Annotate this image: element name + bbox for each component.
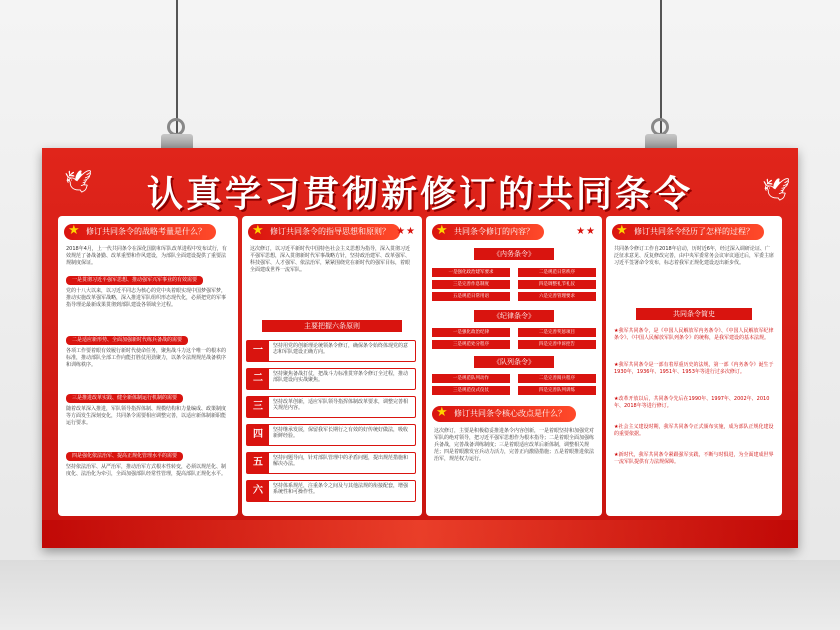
content-box: 五是规范日常用语	[432, 292, 510, 301]
history-item: ★我军共同条令是一部有着厚重历史的法规，第一部《内务条令》诞生于1930年，1936年、1951年、1953年等进行过多次修订。	[614, 362, 774, 375]
star-decoration-icon: ★★	[576, 226, 596, 237]
history-item: ★改革开放以后，共同条令先后在1990年、1997年、2002年、2010年、2018年等进行修订。	[614, 396, 770, 409]
group-title: 《队列条令》	[474, 356, 554, 368]
process-text: 共同条令修订工作自2018年启动，历时近6年，经过深入调研论证、广泛征求意见、反复修改完善，由中央军委常务会议审议通过后，军委主席习近平签署命令发布，标志着我军正规化建设迈出新步伐。	[614, 246, 775, 266]
content-box: 六是完善管理要求	[518, 292, 596, 301]
content-box: 四是完善申诉控告	[518, 340, 596, 349]
content-box: 三是规范处分程序	[432, 340, 510, 349]
history-item: ★我军共同条令，是《中国人民解放军内务条令》、《中国人民解放军纪律条令》、《中国人民解放军队列条令》的统称，是我军建设的基本法规。	[614, 328, 774, 341]
content-box: 四是调整礼节礼仪	[518, 280, 596, 289]
content-box: 二是完善奖惩项目	[518, 328, 596, 337]
star-icon: ★	[68, 223, 80, 238]
section-tag: 三是推进改革实践、健全新体制运行机制的需要	[66, 394, 183, 403]
dove-icon: 🕊	[762, 178, 790, 203]
star-icon: ★	[252, 223, 264, 238]
star-decoration-icon: ★★	[396, 226, 416, 237]
section-text: 各项工作要着眼有效履行新时代使命任务，聚焦战斗力这个唯一的根本的标准，推动部队全部工作向能打胜仗用劲聚力，以条令法规规范战备秩序和训练秩序。	[66, 348, 227, 368]
content-box: 三是规范仪式仪仗	[432, 386, 510, 395]
section-tag: 二是适应新形势、全面加强新时代练兵备战的需要	[66, 336, 188, 345]
star-icon: ★	[436, 223, 448, 238]
panel-revision-content	[426, 216, 602, 516]
star-icon: ★	[436, 405, 448, 420]
content-box: 二是完善阅兵程序	[518, 374, 596, 383]
panel-heading: ★ 修订共同条令的指导思想和原则？	[248, 224, 400, 240]
dove-icon: 🕊	[64, 170, 92, 195]
decorative-wave	[42, 520, 798, 548]
principle-item: 四 坚持继承发展，保留我军长期行之有效的好传统好做法，吸收新鲜经验。	[246, 424, 416, 446]
principle-item: 六 坚持体系规范，注重条令之间及与其他法规的衔接配套，增强系统性和可操作性。	[246, 480, 416, 502]
principle-item: 一 坚持用党的创新理论统领条令修订，确保条令始终体现党的意志和军队建设正确方向。	[246, 340, 416, 362]
group-title: 《纪律条令》	[474, 310, 554, 322]
content-box: 四是完善队列训练	[518, 386, 596, 395]
panel-guiding-principles	[242, 216, 422, 516]
panel-revision-process	[606, 216, 782, 516]
panel-heading: ★ 修订共同条令核心改点是什么？	[432, 406, 576, 422]
history-item: ★社会主义建设时期，我军共同条令正式颁布实施，成为部队正规化建设的重要依据。	[614, 424, 774, 437]
intro-text: 这次修订，以习近平新时代中国特色社会主义思想为指导，深入贯彻习近平强军思想，深入贯彻新时代军事战略方针，坚持政治建军、改革强军、科技强军、人才强军、依法治军，紧紧围绕党在新时代的强军目标，着眼全面建成世界一流军队。	[250, 246, 411, 273]
panel-heading: ★ 修订共同条令经历了怎样的过程？	[612, 224, 764, 240]
section-text: 坚持依法治军、从严治军，推动治军方式根本性转变，必须以规范化、制度化、法治化为牵引，全面加强部队经常性管理，提高部队正规化水平。	[66, 464, 227, 477]
content-box: 三是完善作息制度	[432, 280, 510, 289]
section-tag: 一是贯彻习近平强军思想、推动强军兴军事业的有效需要	[66, 276, 203, 285]
floor-shadow	[0, 560, 840, 630]
panel-heading: ★ 共同条令修订的内容？	[432, 224, 544, 240]
principle-item: 五 坚持问题导向，针对部队管理中的矛盾问题，提出规范措施和解决办法。	[246, 452, 416, 474]
history-item: ★新时代，我军共同条令紧跟强军实践，不断与时俱进，为全面建成世界一流军队提供有力法规保障。	[614, 452, 774, 465]
content-box: 一是强化政治纪律	[432, 328, 510, 337]
panel-strategic-considerations	[58, 216, 238, 516]
group-title: 《内务条令》	[474, 248, 554, 260]
section-text: 随着改革深入推进，军队领导指挥体制、规模结构和力量编成、政策制度等方面发生深刻变化，共同条令需要相应调整完善，以适应新体制新职能运行要求。	[66, 406, 227, 426]
section-text: 党的十八大以来，以习近平同志为核心的党中央着眼实现中国梦强军梦，推动实施改革强军战略，深入推进军队组织形态现代化，必须把党的军事指导理论最新成果贯彻到部队建设各领域全过程。	[66, 288, 227, 308]
section-tag: 四是强化依法治军、提高正规化管理水平的需要	[66, 452, 183, 461]
poster-board	[42, 148, 798, 548]
star-icon: ★	[616, 223, 628, 238]
principle-item: 三 坚持改革创新，适应军队领导指挥体制改革要求，调整完善相关规范内容。	[246, 396, 416, 418]
content-box: 一是强化政治建军要求	[432, 268, 510, 277]
content-box: 一是规范队列动作	[432, 374, 510, 383]
panel-heading: ★ 修订共同条令的战略考量是什么？	[64, 224, 216, 240]
principle-item: 二 坚持聚焦备战打仗，把战斗力标准贯穿条令修订全过程，推动部队建设向实战聚焦。	[246, 368, 416, 390]
poster-title: 认真学习贯彻新修订的共同条令	[146, 174, 693, 215]
core-text: 这次修订，主要是积极稳妥推进条令内容创新，一是着眼坚持和加强党对军队的绝对领导，把习近平强军思想作为根本指导；二是着眼全面加强练兵备战，完善战备训练制度；三是着眼适应改革后新体制，调整相关规范；四是着眼激发官兵动力活力，完善正向激励措施；五是着眼推进依法治军，规范权力运行。	[434, 428, 595, 462]
content-box: 二是规范日常秩序	[518, 268, 596, 277]
history-title: 共同条令简史	[636, 308, 752, 320]
principles-title: 主要把握六条原则	[262, 320, 402, 332]
intro-text: 2018年4月，上一代共同条令在深化国防和军队改革进程中发布试行，有效规范了备战备勤、改革重塑和作风建设，为部队全面建设提供了重要法规制度保证。	[66, 246, 227, 266]
